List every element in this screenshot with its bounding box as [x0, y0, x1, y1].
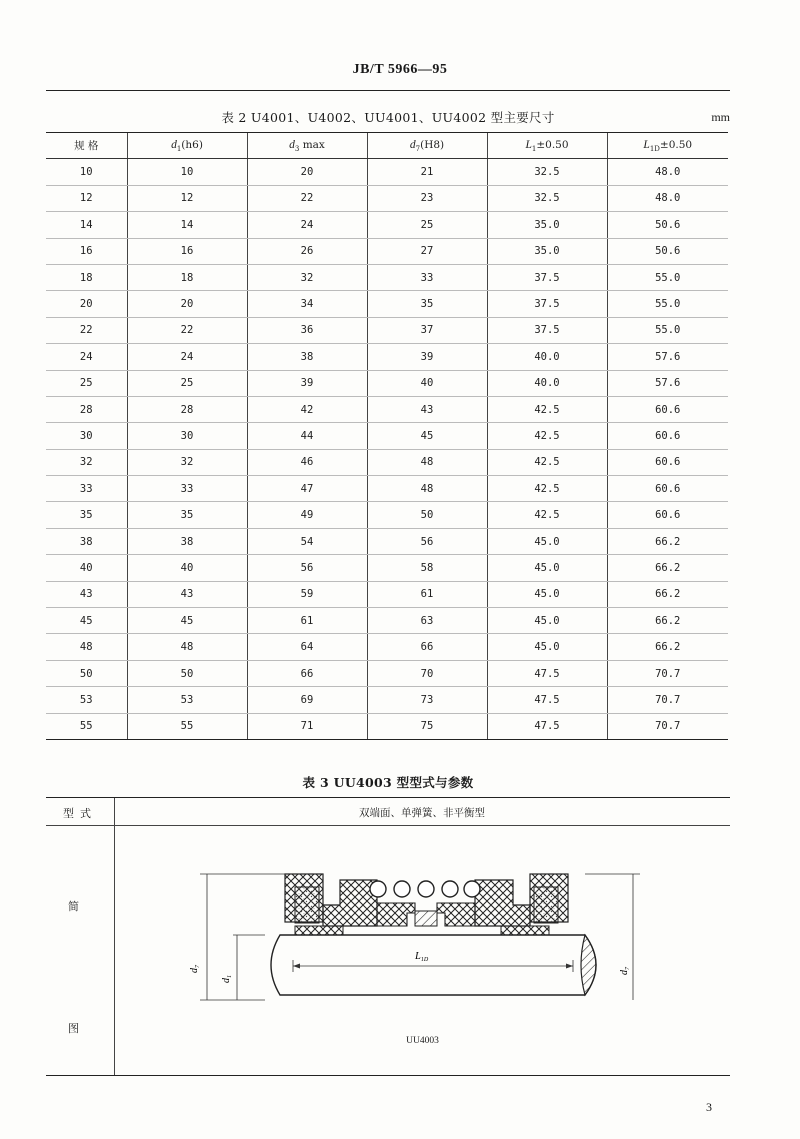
table-row [46, 449, 728, 475]
table-cell: 10 [127, 159, 247, 185]
table-cell: 12 [127, 185, 247, 211]
table-cell: 42 [247, 396, 367, 422]
table2-col-header: $d_3$ max [247, 133, 367, 159]
table-row [46, 502, 728, 528]
table-cell: 55.0 [607, 317, 728, 343]
table-cell: 56 [367, 528, 487, 554]
table-cell: 45.0 [487, 581, 607, 607]
table-row [46, 687, 728, 713]
table-cell: 50.6 [607, 212, 728, 238]
table-cell: 33 [46, 476, 127, 502]
table-cell: 53 [127, 687, 247, 713]
table-cell: 55.0 [607, 291, 728, 317]
table-cell: 55 [127, 713, 247, 739]
table-cell: 35 [367, 291, 487, 317]
dim-inner-left [233, 935, 265, 1000]
standard-code: JB/T 5966—95 [352, 62, 448, 77]
table-cell: 43 [367, 396, 487, 422]
table-cell: 61 [367, 581, 487, 607]
table-cell: 45 [127, 608, 247, 634]
table-cell: 30 [46, 423, 127, 449]
table-cell: 70.7 [607, 660, 728, 686]
table2-col-header: $d_7(H8)$ [367, 133, 487, 159]
table-cell: 49 [247, 502, 367, 528]
table-cell: 50 [127, 660, 247, 686]
table-cell: 16 [127, 238, 247, 264]
table-cell: 34 [247, 291, 367, 317]
label-dim-length: L1D [415, 951, 429, 963]
table-cell: 70.7 [607, 713, 728, 739]
table-cell: 33 [367, 264, 487, 290]
table-cell: 32.5 [487, 185, 607, 211]
table-cell: 57.6 [607, 370, 728, 396]
table-cell: 48 [367, 449, 487, 475]
table-cell: 70.7 [607, 687, 728, 713]
table-cell: 38 [247, 344, 367, 370]
table-cell: 71 [247, 713, 367, 739]
table-cell: 40 [46, 555, 127, 581]
table-cell: 60.6 [607, 423, 728, 449]
table-row [46, 264, 728, 290]
table-cell: 42.5 [487, 423, 607, 449]
table2-col-header: 规 格 [46, 133, 127, 159]
table-cell: 45.0 [487, 634, 607, 660]
table-cell: 40 [127, 555, 247, 581]
sleeve-right [501, 926, 549, 935]
table-cell: 66.2 [607, 581, 728, 607]
table-cell: 56 [247, 555, 367, 581]
label-dim-right: $d_7$ [619, 967, 631, 975]
table-cell: 64 [247, 634, 367, 660]
table-cell: 25 [46, 370, 127, 396]
table-cell: 37.5 [487, 317, 607, 343]
seal-sectional-drawing [115, 825, 730, 1050]
table-cell: 50.6 [607, 238, 728, 264]
table-cell: 39 [247, 370, 367, 396]
table-cell: 57.6 [607, 344, 728, 370]
table2-col-header: $L_{1D}\pm 0.50$ [607, 133, 728, 159]
table-cell: 75 [367, 713, 487, 739]
table-cell: 27 [367, 238, 487, 264]
table-row [46, 634, 728, 660]
table-cell: 12 [46, 185, 127, 211]
table-row [46, 291, 728, 317]
table-cell: 16 [46, 238, 127, 264]
table-cell: 21 [367, 159, 487, 185]
table-cell: 32 [127, 449, 247, 475]
table-cell: 35.0 [487, 212, 607, 238]
table-cell: 63 [367, 608, 487, 634]
table-row [46, 238, 728, 264]
table-cell: 18 [127, 264, 247, 290]
table-cell: 46 [247, 449, 367, 475]
table-row [46, 555, 728, 581]
table-cell: 42.5 [487, 396, 607, 422]
table-cell: 66.2 [607, 528, 728, 554]
table2 [46, 132, 728, 740]
table-cell: 55 [46, 713, 127, 739]
table-cell: 24 [46, 344, 127, 370]
stationary-ring-left [295, 887, 319, 923]
sleeve-left [295, 926, 343, 935]
table-cell: 73 [367, 687, 487, 713]
table-cell: 24 [247, 212, 367, 238]
label-dim-left-inner: $d_1$ [221, 975, 233, 983]
table-cell: 53 [46, 687, 127, 713]
stationary-ring-right [534, 887, 558, 923]
table-row [46, 476, 728, 502]
table-cell: 60.6 [607, 396, 728, 422]
table-cell: 60.6 [607, 449, 728, 475]
table2-col-header: $d_1(h6)$ [127, 133, 247, 159]
table2-col-header: $L_1\pm 0.50$ [487, 133, 607, 159]
table-cell: 28 [127, 396, 247, 422]
table-cell: 48.0 [607, 185, 728, 211]
figure-caption: UU4003 [406, 1036, 439, 1046]
table2-unit: mm [711, 110, 730, 124]
table-cell: 14 [46, 212, 127, 238]
table-cell: 35 [46, 502, 127, 528]
table-cell: 35 [127, 502, 247, 528]
table-row [46, 317, 728, 343]
shaft [271, 935, 596, 995]
table-cell: 35.0 [487, 238, 607, 264]
table2-header-row [46, 133, 728, 159]
spring-coils [370, 881, 480, 897]
table-cell: 26 [247, 238, 367, 264]
table-cell: 50 [46, 660, 127, 686]
table3-caption: 表 3 UU4003 型型式与参数 [302, 775, 474, 790]
table-cell: 55.0 [607, 264, 728, 290]
table-cell: 48 [367, 476, 487, 502]
table-row [46, 423, 728, 449]
table-cell: 61 [247, 608, 367, 634]
table-cell: 36 [247, 317, 367, 343]
rotating-ring-left [323, 880, 377, 926]
spring-seat-right [437, 903, 475, 926]
table-cell: 47.5 [487, 713, 607, 739]
table-cell: 45 [46, 608, 127, 634]
table-cell: 69 [247, 687, 367, 713]
table-cell: 24 [127, 344, 247, 370]
table-row [46, 212, 728, 238]
shaft-right-end [581, 935, 596, 995]
table-cell: 37 [367, 317, 487, 343]
table-cell: 38 [127, 528, 247, 554]
table-cell: 33 [127, 476, 247, 502]
dim-length [293, 960, 573, 972]
table-cell: 42.5 [487, 449, 607, 475]
type-value: 双端面、单弹簧、非平衡型 [359, 807, 485, 819]
table-cell: 20 [46, 291, 127, 317]
type-label: 型式 [63, 807, 97, 820]
table-cell: 47 [247, 476, 367, 502]
table-row [46, 660, 728, 686]
table-cell: 28 [46, 396, 127, 422]
table-cell: 48.0 [607, 159, 728, 185]
table-row [46, 528, 728, 554]
table-cell: 48 [127, 634, 247, 660]
table-cell: 10 [46, 159, 127, 185]
table-cell: 50 [367, 502, 487, 528]
table2-body [46, 159, 728, 740]
table-cell: 66 [367, 634, 487, 660]
table-cell: 22 [247, 185, 367, 211]
table-cell: 32 [247, 264, 367, 290]
table-cell: 40.0 [487, 344, 607, 370]
diagram-label-2: 图 [68, 1022, 79, 1035]
table-cell: 44 [247, 423, 367, 449]
table-row [46, 713, 728, 739]
table-cell: 30 [127, 423, 247, 449]
table-cell: 48 [46, 634, 127, 660]
table-row [46, 344, 728, 370]
table-cell: 70 [367, 660, 487, 686]
page-number: 3 [706, 1100, 712, 1114]
dim-outer-left [200, 874, 285, 1000]
table-cell: 39 [367, 344, 487, 370]
table-cell: 45 [367, 423, 487, 449]
table-cell: 66.2 [607, 634, 728, 660]
header-rule [46, 90, 730, 91]
table-cell: 18 [46, 264, 127, 290]
table-cell: 42.5 [487, 502, 607, 528]
table-cell: 66 [247, 660, 367, 686]
table-cell: 42.5 [487, 476, 607, 502]
diagram-label-1: 简 [68, 900, 79, 913]
label-dim-left-outer: $d_7$ [189, 965, 201, 973]
table-cell: 40 [367, 370, 487, 396]
table-cell: 47.5 [487, 687, 607, 713]
table-cell: 66.2 [607, 555, 728, 581]
table-cell: 37.5 [487, 264, 607, 290]
table-cell: 32 [46, 449, 127, 475]
table-cell: 22 [127, 317, 247, 343]
table-cell: 45.0 [487, 555, 607, 581]
table-row [46, 159, 728, 185]
table-cell: 38 [46, 528, 127, 554]
table-row [46, 396, 728, 422]
table-cell: 45.0 [487, 608, 607, 634]
table-cell: 25 [127, 370, 247, 396]
table-row [46, 608, 728, 634]
table-cell: 59 [247, 581, 367, 607]
table-cell: 32.5 [487, 159, 607, 185]
table-cell: 25 [367, 212, 487, 238]
spring-seat-left [377, 903, 415, 926]
table-cell: 20 [127, 291, 247, 317]
rotating-ring-right [475, 880, 530, 926]
table-cell: 40.0 [487, 370, 607, 396]
table-cell: 37.5 [487, 291, 607, 317]
table-cell: 47.5 [487, 660, 607, 686]
table-cell: 43 [127, 581, 247, 607]
table-cell: 22 [46, 317, 127, 343]
table-cell: 45.0 [487, 528, 607, 554]
table-cell: 58 [367, 555, 487, 581]
table-cell: 54 [247, 528, 367, 554]
table-cell: 14 [127, 212, 247, 238]
table2-caption: 表 2 U4001、U4002、UU4001、UU4002 型主要尺寸 [221, 110, 555, 125]
table-row [46, 581, 728, 607]
table-cell: 66.2 [607, 608, 728, 634]
table-cell: 20 [247, 159, 367, 185]
center-collar [415, 911, 437, 926]
table-row [46, 185, 728, 211]
table-cell: 23 [367, 185, 487, 211]
table-cell: 43 [46, 581, 127, 607]
table-row [46, 370, 728, 396]
table-cell: 60.6 [607, 476, 728, 502]
table-cell: 60.6 [607, 502, 728, 528]
